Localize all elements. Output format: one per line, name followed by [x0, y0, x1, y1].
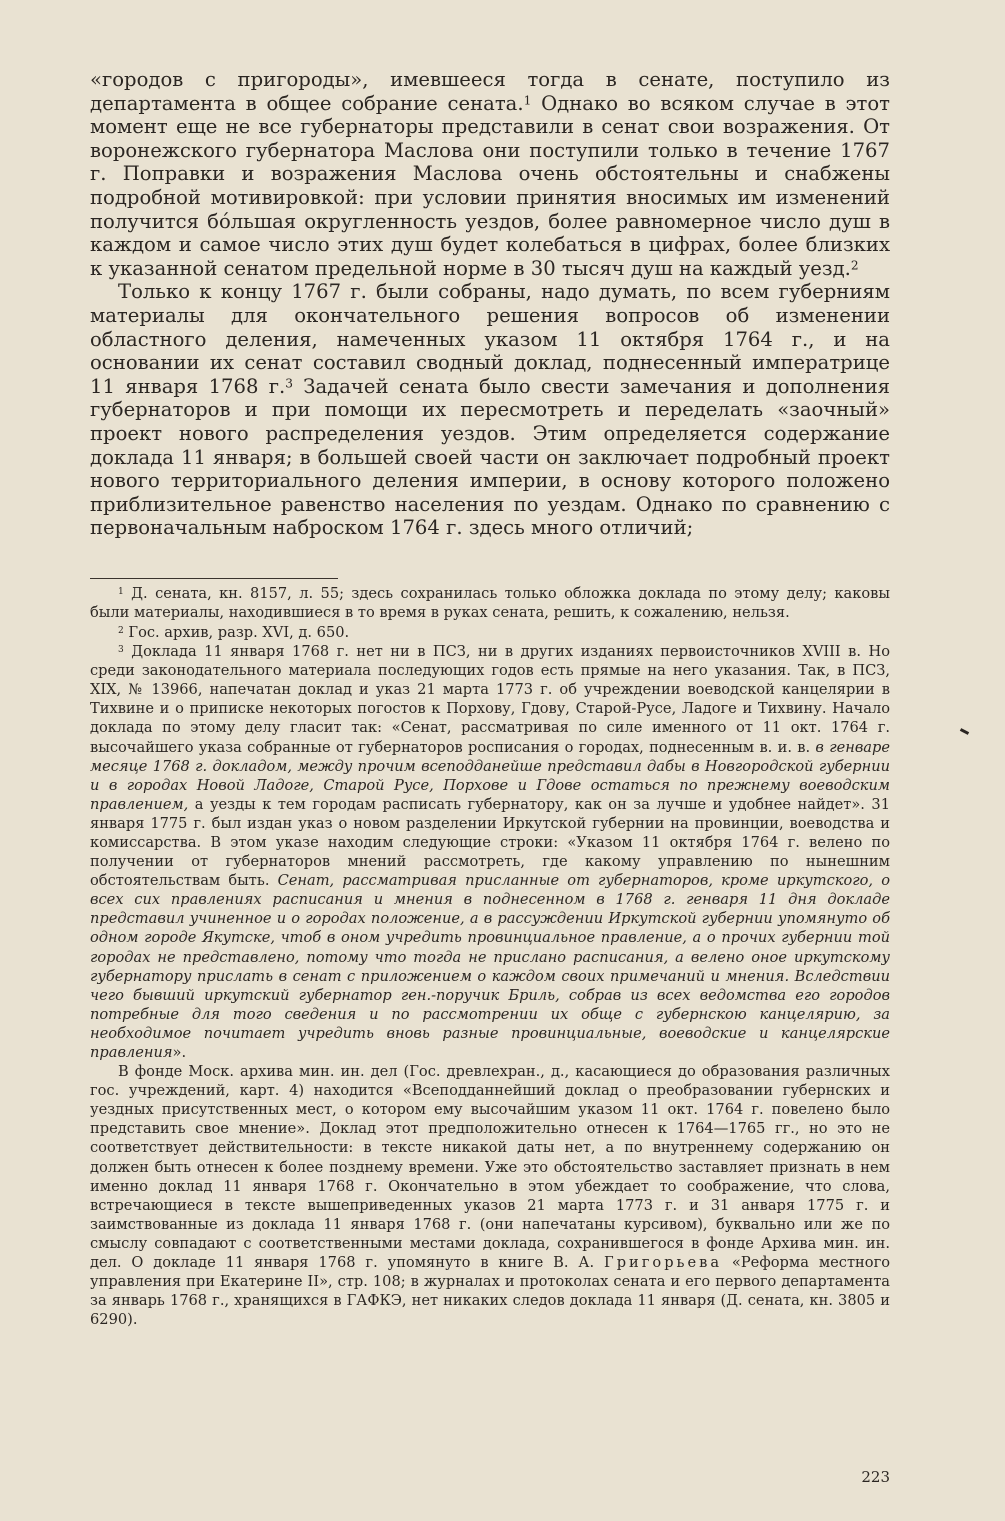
paragraph-1-text-b: Однако во всяком случае в этот момент еще не все губернаторы представили в сенат свои возражения. От воронежского губернатора Маслова они поступили только в течение 1767 г. Поправки и возражения Маслова очень обстоятельны и снабжены подробной мотивировкой: при условии принятия вносимых им изменений получится бóльшая округленность уездов, более равномерное число душ в каждом и самое число этих душ будет колебаться в цифрах, более близких к указанной сенатом предельной норме в 30 тысяч душ на каждый уезд.: [90, 91, 891, 280]
footnote-2-text: Гос. архив, разр. XVI, д. 650.: [123, 623, 350, 641]
footnote-3-cont-text-b: «Реформа местного управления при Екатерине II», стр. 108; в журналах и протоколах сената и его первого департамента за январь 1768 г., хранящихся в ГАФКЭ, нет никаких следов доклада 11 января (Д. сената, кн. 3805 и 6290).: [90, 1254, 890, 1329]
footnotes: [90, 584, 890, 1329]
footnote-3-italic-b: Сенат, рассматривая присланные от губернаторов, кроме иркутского, о всех сих правлениях расписания и мнения в поднесенном в 1768 г. генваря 11 дня докладе представил учиненное и о городах положение, а в рассуждении Иркутской губернии упомянуто об одном городе Якутске, чтоб в оном учредить провинциальное правление, а о прочих губернии той городах не представлено, потому что тогда не прислано расписания, а велено оное иркутскому губернатору прислать в сенат с приложением о каждом своих примечаний и мнения. Вследствии чего бывший иркутский губернатор ген.-поручик Бриль, собрав из всех ведомства его городов потребные для того сведения и по рассмотрении их обще с губернскою канцелярию, за необходимое почитает учредить вновь разные провинциальные, воеводские и канцелярские правления: [90, 872, 890, 1061]
footnote-3-continuation: [90, 1062, 890, 1329]
footnote-3-author: Григорьева: [604, 1254, 723, 1272]
paragraph-2-text-b: Задачей сената было свести замечания и дополнения губернаторов и при помощи их пересмотреть и переделать «заочный» проект нового распределения уездов. Этим определяется содержание доклада 11 января; в большей своей части он заключает подробный проект нового территориального деления империи, в основу которого положено приблизительное равенство населения по уездам. Однако по сравнению с первоначальным наброском 1764 г. здесь много отличий;: [90, 374, 890, 540]
footnote-3: [90, 642, 890, 1062]
footnote-ref-3: 3: [285, 376, 293, 391]
footnote-1-mark: 1: [118, 586, 124, 597]
paragraph-1: [90, 68, 890, 280]
footnote-3-text-b: а уезды к тем городам расписать губернатору, как он за лучше и удобнее найдет». 31 января 1775 г. был издан указ о новом разделении Иркутской губернии на провинции, воеводства и комиссарства. В этом указе находим следующие строки: «Указом 11 октября 1764 г. велено по получении от губернаторов мнений рассмотреть, где какому управлению по нынешним обстоятельствам быть.: [90, 795, 890, 890]
footnote-3-end: ».: [172, 1044, 187, 1061]
footnote-1: [90, 584, 890, 623]
footnote-ref-2: 2: [850, 258, 859, 273]
footnote-separator: [90, 578, 338, 579]
footnote-2-mark: 2: [118, 625, 124, 636]
footnote-3-italic-a: в генваре месяце 1768 г. докладом, между прочим всеподданейше представил дабы в Новгородской губернии и в городах Новой Ладоге, Старой Русе, Порхове и Гдове остаться по прежнему воеводским правлением,: [90, 738, 890, 813]
paragraph-1-text-a: «городов с пригороды», имевшееся тогда в сенате, поступило из департамента в общее собрание сената.: [90, 68, 890, 115]
page-number: 223: [861, 1468, 890, 1486]
main-text: [90, 68, 890, 540]
footnote-1-text: Д. сената, кн. 8157, л. 55; здесь сохранилась только обложка доклада по этому делу; каковы были материалы, находившиеся в то время в руках сената, решить, к сожалению, нельзя.: [90, 585, 890, 622]
paragraph-2-text-a: Только к концу 1767 г. были собраны, надо думать, по всем губерниям материалы для окончательного решения вопросов об изменении областного деления, намеченных указом 11 октября 1764 г., и на основании их сенат составил сводный доклад, поднесенный императрице 11 января 1768 г.: [90, 280, 890, 398]
footnote-3-text-a: Доклада 11 января 1768 г. нет ни в ПСЗ, ни в других изданиях первоисточников XVIII в. Но среди законодательного материала последующих годов есть прямые на него указания. Так, в ПСЗ, XIX, № 13966, напечатан доклад и указ 21 марта 1773 г. об учреждении воеводской канцелярии в Тихвине и о приписке некоторых погостов к Порхову, Гдову, Старой-Русе, Ладоге и Тихвину. Начало доклада по этому делу гласит так: «Сенат, рассматривая по силе именного от 11 окт. 1764 г. высочайшего указа собранные от губернаторов росписания о городах, поднесенным в. и. в.: [90, 643, 890, 756]
margin-mark: [960, 728, 969, 735]
footnote-2: [90, 623, 890, 642]
footnote-3-mark: 3: [118, 644, 124, 655]
paragraph-2: [90, 280, 890, 540]
footnote-ref-1: 1: [523, 93, 532, 108]
footnote-3-cont-text-a: В фонде Моск. архива мин. ин. дел (Гос. древлехран., д., касающиеся до образования различных гос. учреждений, карт. 4) находится «Всеподданнейший доклад о преобразовании губернских и уездных присутственных мест, о котором ему высочайшим указом 11 окт. 1764 г. повелено было представить свое мнение». Доклад этот предположительно отнесен к 1764—1765 гг., но это не соответствует действительности: в тексте никакой даты нет, а по внутреннему содержанию он должен быть отнесен к более позднему времени. Уже это обстоятельство заставляет признать в нем именно доклад 11 января 1768 г. Окончательно в этом убеждает то соображение, что слова, встречающиеся в тексте вышеприведенных указов 21 марта 1773 г. и 31 анваря 1775 г. и заимствованные из доклада 11 января 1768 г. (они напечатаны курсивом), буквально или же по смыслу совпадают с соответственными местами доклада, сохранившегося в фонде Архива мин. ин. дел. О докладе 11 января 1768 г. упомянуто в книге В. А.: [90, 1063, 890, 1272]
